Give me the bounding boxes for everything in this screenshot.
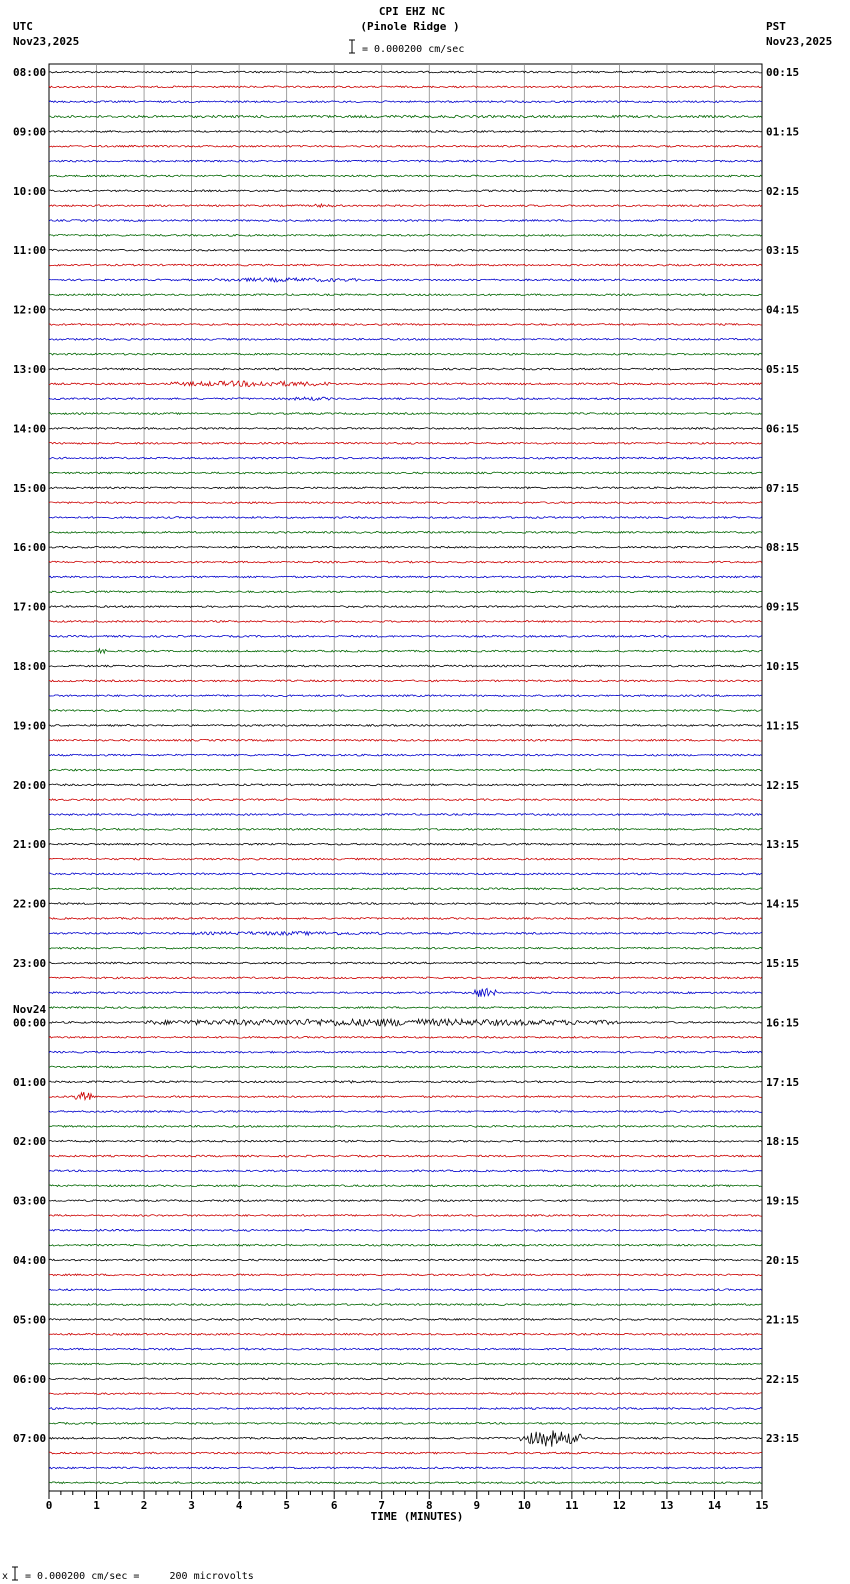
utc-label-17: 01:00 [13, 1075, 47, 1089]
utc-label-11: 19:00 [13, 719, 47, 733]
pst-label-10: 10:15 [766, 660, 800, 673]
trace-row-21 [49, 381, 762, 386]
x-tick-label-13: 13 [660, 1499, 674, 1512]
trace-row-44 [49, 725, 762, 727]
x-tick-label-3: 3 [188, 1499, 195, 1512]
trace-row-26 [49, 457, 762, 459]
utc-label-10: 18:00 [13, 660, 47, 673]
utc-label-6: 14:00 [13, 422, 47, 436]
trace-row-2 [49, 101, 762, 103]
trace-row-72 [49, 1140, 762, 1142]
utc-label-1: 09:00 [13, 125, 47, 139]
x-tick-label-5: 5 [283, 1499, 290, 1512]
utc-label-3: 11:00 [13, 244, 47, 258]
trace-row-85 [49, 1333, 762, 1335]
trace-row-49 [49, 799, 762, 801]
utc-label-13: 21:00 [13, 838, 47, 852]
trace-row-53 [49, 858, 762, 860]
trace-row-93 [49, 1452, 762, 1454]
trace-row-14 [49, 278, 762, 282]
x-axis [46, 1491, 769, 1512]
pst-label-9: 09:15 [766, 600, 800, 614]
x-tick-label-11: 11 [565, 1499, 579, 1512]
utc-label-0: 08:00 [13, 66, 47, 79]
trace-row-29 [49, 502, 762, 504]
trace-row-81 [49, 1274, 762, 1276]
pst-label-20: 20:15 [766, 1254, 800, 1267]
trace-row-57 [49, 918, 762, 920]
x-tick-label-7: 7 [378, 1499, 386, 1512]
pst-label-21: 21:15 [766, 1313, 800, 1327]
trace-row-76 [49, 1200, 762, 1202]
right-date: Nov23,2025 [766, 35, 833, 48]
left-timezone: UTC [13, 20, 33, 33]
x-axis-label: TIME (MINUTES) [370, 1510, 464, 1523]
left-date: Nov23,2025 [13, 35, 80, 48]
trace-row-3 [49, 115, 762, 118]
pst-label-1: 01:15 [766, 125, 800, 139]
trace-row-25 [49, 442, 762, 444]
x-tick-label-8: 8 [425, 1499, 433, 1512]
seismic-traces [49, 71, 762, 1484]
utc-label-21: 05:00 [13, 1313, 47, 1327]
trace-row-34 [49, 576, 762, 578]
x-tick-label-0: 0 [45, 1499, 53, 1512]
footer-scale-prefix: x [2, 1571, 9, 1582]
trace-row-82 [49, 1289, 762, 1291]
trace-row-22 [49, 397, 762, 400]
x-tick-label-14: 14 [707, 1499, 722, 1512]
x-tick-label-2: 2 [140, 1499, 148, 1512]
trace-row-5 [49, 145, 762, 147]
trace-row-54 [49, 873, 762, 875]
trace-row-71 [49, 1125, 762, 1127]
utc-label-2: 10:00 [13, 184, 47, 198]
trace-row-64 [49, 1019, 762, 1026]
utc-label-12: 20:00 [13, 778, 47, 792]
trace-row-24 [49, 428, 762, 430]
utc-label-20: 04:00 [13, 1254, 47, 1267]
trace-row-13 [49, 264, 762, 266]
trace-row-67 [49, 1066, 762, 1068]
pst-label-5: 05:15 [766, 363, 800, 376]
pst-label-8: 08:15 [766, 541, 800, 555]
trace-row-75 [49, 1185, 762, 1187]
trace-row-89 [49, 1393, 762, 1395]
utc-label-23: 07:00 [13, 1432, 47, 1446]
trace-row-68 [49, 1080, 762, 1083]
trace-row-30 [49, 517, 762, 519]
pst-label-18: 18:15 [766, 1135, 800, 1149]
trace-row-9 [49, 204, 762, 207]
pst-label-13: 13:15 [766, 838, 800, 852]
trace-row-59 [49, 947, 762, 949]
trace-row-56 [49, 903, 762, 905]
trace-row-66 [49, 1051, 762, 1053]
trace-row-37 [49, 621, 762, 623]
trace-row-6 [49, 160, 762, 162]
trace-row-90 [49, 1408, 762, 1410]
footer-scale-note: = 0.000200 cm/sec = 200 microvolts [25, 1571, 254, 1582]
trace-row-73 [49, 1155, 762, 1157]
trace-row-1 [49, 86, 762, 88]
pst-label-22: 22:15 [766, 1372, 800, 1386]
trace-row-63 [49, 1007, 762, 1009]
utc-label-15: 23:00 [13, 957, 47, 970]
utc-label-9: 17:00 [13, 600, 47, 614]
trace-row-50 [49, 814, 762, 816]
trace-row-27 [49, 472, 762, 474]
trace-row-86 [49, 1348, 762, 1350]
trace-row-45 [49, 739, 762, 741]
trace-row-88 [49, 1378, 762, 1380]
trace-row-46 [49, 754, 762, 756]
trace-row-38 [49, 635, 762, 637]
trace-row-91 [49, 1422, 762, 1424]
utc-label-5: 13:00 [13, 363, 47, 376]
trace-row-92 [49, 1430, 762, 1446]
header-scale-bar [349, 40, 355, 53]
trace-row-87 [49, 1363, 762, 1365]
trace-row-18 [49, 338, 762, 340]
trace-row-15 [49, 294, 762, 296]
trace-row-39 [49, 649, 762, 653]
pst-label-14: 14:15 [766, 897, 800, 911]
pst-label-3: 03:15 [766, 244, 800, 258]
trace-row-77 [49, 1215, 762, 1217]
trace-row-23 [49, 413, 762, 415]
utc-label-18: 02:00 [13, 1135, 47, 1149]
pst-hour-labels [766, 66, 799, 1445]
trace-row-35 [49, 591, 762, 593]
trace-row-17 [49, 324, 762, 326]
trace-row-11 [49, 234, 762, 236]
footer-scale-bar [12, 1567, 18, 1580]
time-gridlines [97, 64, 715, 1491]
plot-frame [49, 64, 762, 1491]
x-tick-label-15: 15 [755, 1499, 769, 1512]
pst-label-15: 15:15 [766, 957, 800, 970]
date-change-label: Nov24 [13, 1003, 47, 1016]
pst-label-0: 00:15 [766, 66, 800, 79]
x-tick-label-6: 6 [330, 1499, 338, 1512]
trace-row-36 [49, 606, 762, 608]
trace-row-78 [49, 1229, 762, 1231]
trace-row-52 [49, 843, 762, 845]
trace-row-32 [49, 546, 762, 548]
trace-row-48 [49, 784, 762, 786]
utc-label-22: 06:00 [13, 1372, 47, 1386]
pst-label-6: 06:15 [766, 422, 800, 436]
utc-label-7: 15:00 [13, 481, 47, 495]
trace-row-8 [49, 190, 762, 192]
trace-row-60 [49, 962, 762, 964]
pst-label-17: 17:15 [766, 1075, 800, 1089]
pst-label-7: 07:15 [766, 481, 800, 495]
trace-row-47 [49, 769, 762, 771]
trace-row-65 [49, 1036, 762, 1038]
utc-label-16: 00:00 [13, 1016, 47, 1030]
trace-row-83 [49, 1304, 762, 1306]
trace-row-74 [49, 1170, 762, 1172]
trace-row-7 [49, 175, 762, 177]
trace-row-95 [49, 1482, 762, 1484]
trace-row-31 [49, 531, 762, 533]
x-tick-label-1: 1 [93, 1499, 100, 1512]
trace-row-94 [49, 1467, 762, 1469]
utc-hour-labels [13, 66, 46, 1445]
trace-row-55 [49, 888, 762, 890]
x-tick-label-4: 4 [235, 1499, 243, 1512]
pst-label-12: 12:15 [766, 778, 800, 792]
trace-row-58 [49, 931, 762, 935]
trace-row-12 [49, 249, 762, 251]
trace-row-69 [49, 1092, 762, 1100]
utc-label-8: 16:00 [13, 541, 47, 555]
x-tick-label-12: 12 [612, 1499, 627, 1512]
x-tick-label-10: 10 [517, 1499, 531, 1512]
pst-label-19: 19:15 [766, 1194, 800, 1208]
trace-row-51 [49, 828, 762, 830]
x-tick-label-9: 9 [473, 1499, 481, 1512]
trace-row-79 [49, 1244, 762, 1246]
pst-label-11: 11:15 [766, 719, 800, 733]
utc-label-19: 03:00 [13, 1194, 47, 1208]
trace-row-16 [49, 309, 762, 311]
pst-label-23: 23:15 [766, 1432, 800, 1446]
trace-row-43 [49, 710, 762, 712]
station-name: (Pinole Ridge ) [360, 20, 460, 33]
utc-label-4: 12:00 [13, 303, 47, 317]
header-scale-label: = 0.000200 cm/sec [362, 44, 465, 55]
trace-row-0 [49, 71, 762, 73]
trace-row-4 [49, 131, 762, 133]
right-timezone: PST [766, 20, 786, 33]
pst-label-4: 04:15 [766, 303, 800, 317]
trace-row-19 [49, 353, 762, 355]
trace-row-20 [49, 368, 762, 370]
trace-row-84 [49, 1319, 762, 1321]
trace-row-40 [49, 665, 762, 667]
trace-row-33 [49, 561, 762, 563]
utc-label-14: 22:00 [13, 897, 47, 911]
trace-row-10 [49, 220, 762, 222]
trace-row-61 [49, 977, 762, 979]
trace-row-80 [49, 1259, 762, 1261]
trace-row-41 [49, 680, 762, 682]
trace-row-42 [49, 695, 762, 697]
trace-row-70 [49, 1111, 762, 1113]
trace-row-62 [49, 988, 762, 996]
trace-row-28 [49, 487, 762, 489]
chart-title: CPI EHZ NC [378, 5, 446, 18]
pst-label-16: 16:15 [766, 1016, 800, 1030]
pst-label-2: 02:15 [766, 184, 800, 198]
